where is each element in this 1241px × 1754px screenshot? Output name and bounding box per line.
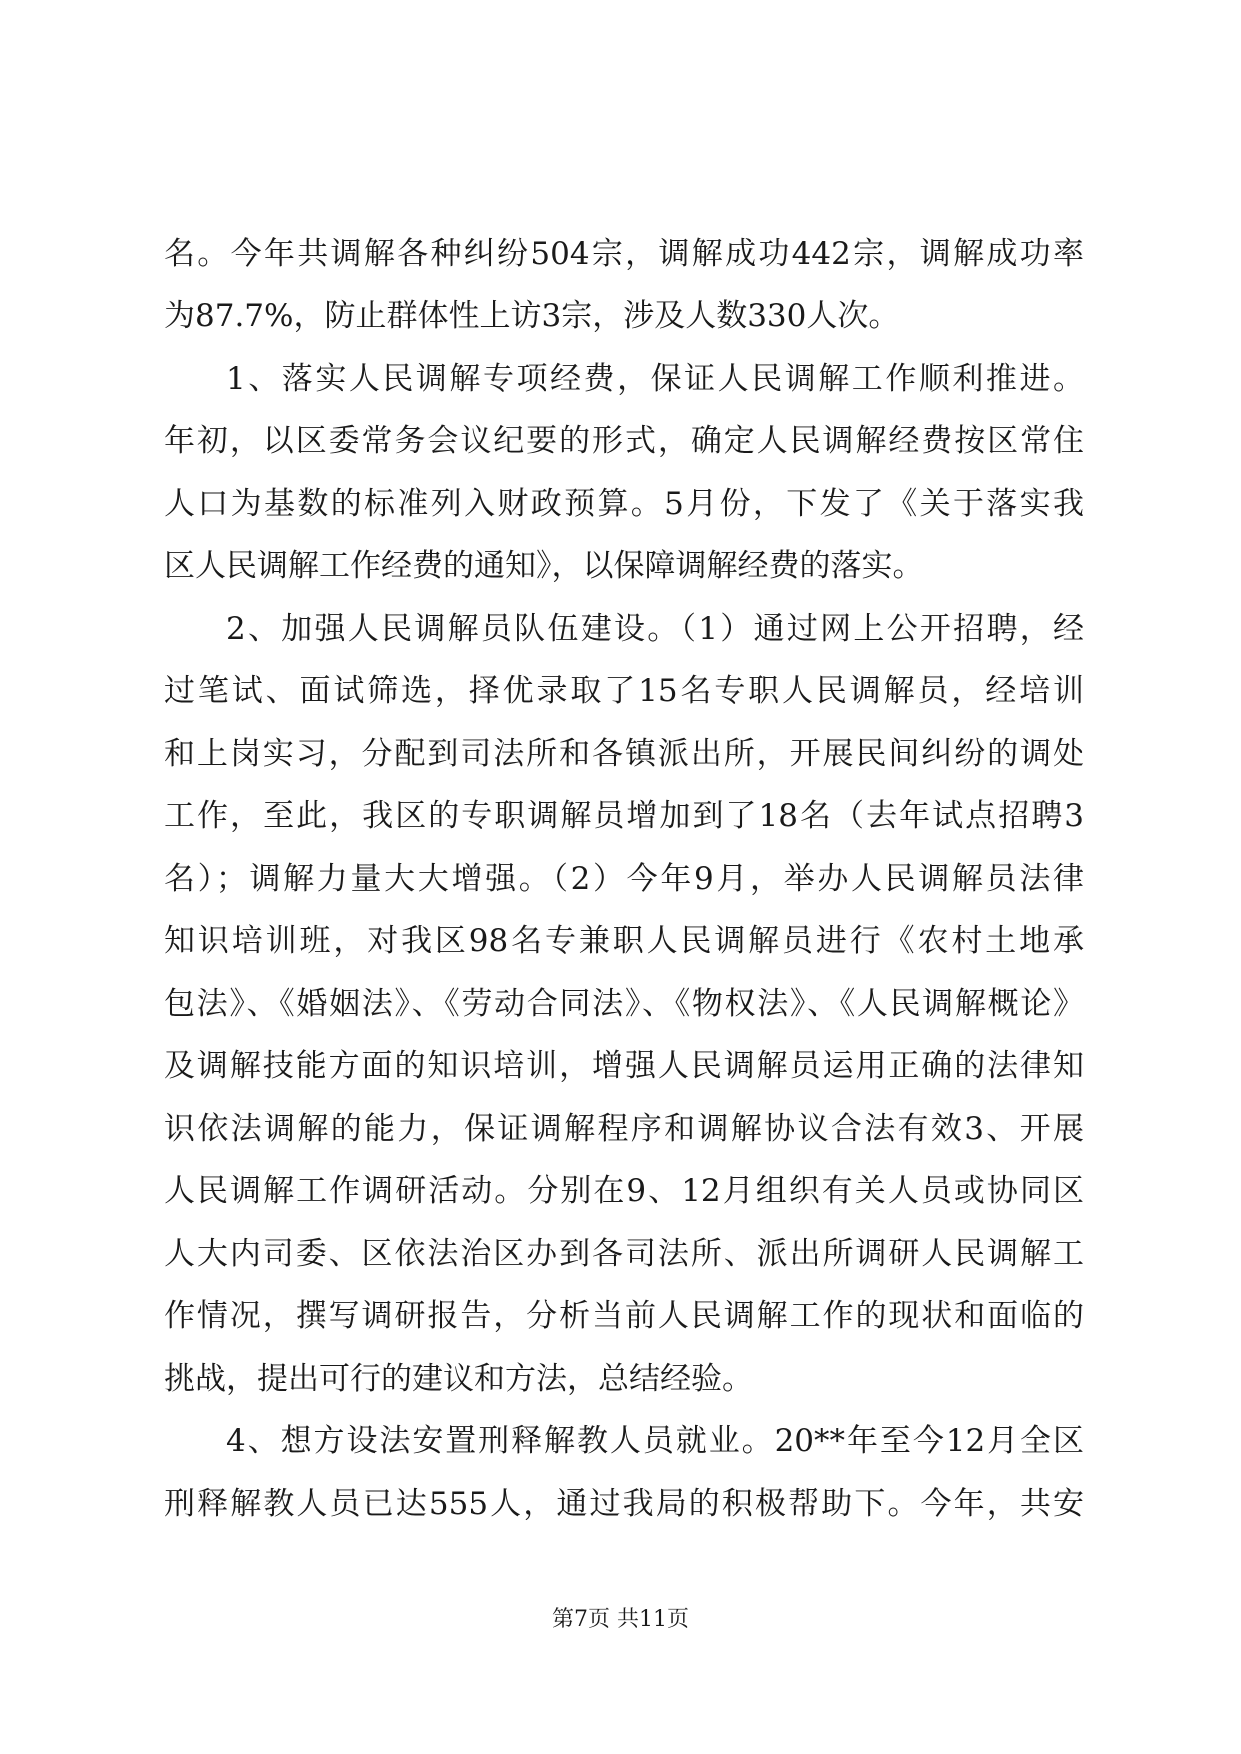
text-line: 工作，至此，我区的专职调解员增加到了18名（去年试点招聘3 (164, 798, 1084, 834)
text-line: 为87.7%，防止群体性上访3宗，涉及人数330人次。 (164, 298, 900, 334)
text-line: 识依法调解的能力，保证调解程序和调解协议合法有效3、开展 (164, 1111, 1084, 1147)
text-line: 1、落实人民调解专项经费，保证人民调解工作顺利推进。 (226, 361, 1084, 397)
text-line: 过笔试、面试筛选，择优录取了15名专职人民调解员，经培训 (164, 673, 1084, 709)
text-line: 人大内司委、区依法治区办到各司法所、派出所调研人民调解工 (164, 1236, 1084, 1272)
text-line: 挑战，提出可行的建议和方法，总结经验。 (164, 1361, 753, 1397)
text-line: 区人民调解工作经费的通知》，以保障调解经费的落实。 (164, 548, 924, 584)
text-line: 及调解技能方面的知识培训，增强人民调解员运用正确的法律知 (164, 1048, 1084, 1084)
text-line: 人民调解工作调研活动。分别在9、12月组织有关人员或协同区 (164, 1173, 1084, 1209)
text-line: 知识培训班，对我区98名专兼职人民调解员进行《农村土地承 (164, 923, 1084, 959)
text-line: 作情况，撰写调研报告，分析当前人民调解工作的现状和面临的 (164, 1298, 1084, 1334)
text-line: 名）；调解力量大大增强。（2）今年9月，举办人民调解员法律 (164, 861, 1084, 897)
text-line: 人口为基数的标准列入财政预算。5月份，下发了《关于落实我 (164, 486, 1084, 522)
text-line: 2、加强人民调解员队伍建设。（1）通过网上公开招聘，经 (226, 611, 1084, 647)
text-line: 和上岗实习，分配到司法所和各镇派出所，开展民间纠纷的调处 (164, 736, 1084, 772)
text-line: 4、想方设法安置刑释解教人员就业。20**年至今12月全区 (226, 1423, 1084, 1459)
text-line: 刑释解教人员已达555人，通过我局的积极帮助下。今年，共安 (164, 1486, 1084, 1522)
page-number-footer: 第7页 共11页 (552, 1607, 689, 1632)
text-line: 包法》、《婚姻法》、《劳动合同法》、《物权法》、《人民调解概论》 (164, 986, 1084, 1022)
text-line: 名。今年共调解各种纠纷504宗，调解成功442宗，调解成功率 (164, 236, 1084, 272)
text-line: 年初，以区委常务会议纪要的形式，确定人民调解经费按区常住 (164, 423, 1084, 459)
